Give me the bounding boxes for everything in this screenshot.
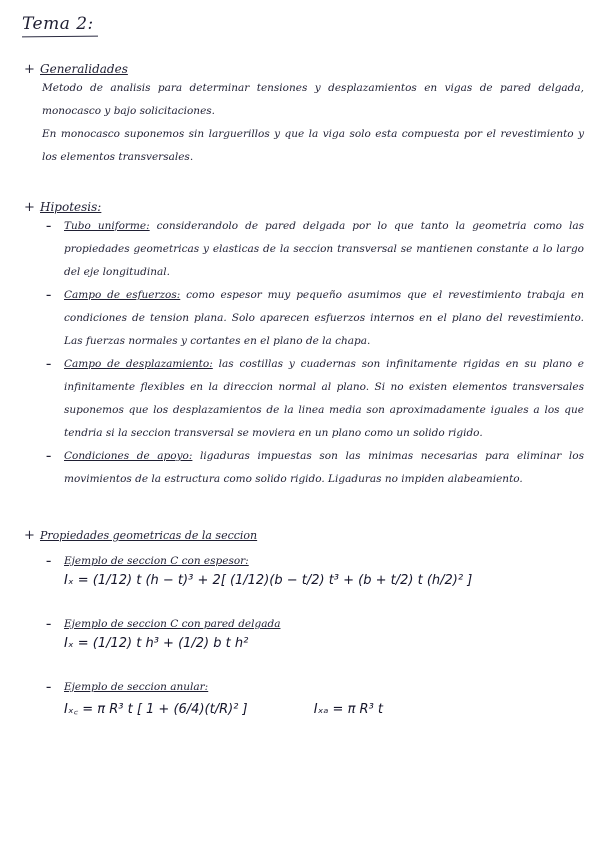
heading-text: Generalidades — [40, 62, 128, 76]
item-text: las costillas y cuadernas son infinitamente rigidas en su plano e infinitamente flexibles en la direccion normal al plano. Si no existen elementos transversales suponemos que los desplazamientos de la linea media son aproximadamente iguales a los que tendria si la seccion transversal se moviera en un plano como un solido rigido. — [64, 358, 585, 439]
hypothesis-item — [24, 284, 584, 353]
bullet-plus-icon: + — [24, 200, 35, 215]
example-label: Ejemplo de seccion C con espesor: — [64, 555, 249, 567]
section-heading — [24, 62, 584, 77]
formula: Iₓ꜀ = π R³ t [ 1 + (6/4)(t/R)² ] — [64, 702, 248, 717]
formula: Iₓ = (1/12) t h³ + (1/2) b t h² — [64, 636, 249, 651]
formula-row — [64, 699, 584, 717]
section-heading — [24, 200, 584, 215]
heading-text: Propiedades geometricas de la seccion — [40, 529, 258, 542]
dash-bullet-icon: – — [46, 450, 52, 462]
example-block — [24, 555, 584, 588]
example-label: Ejemplo de seccion C con pared delgada — [64, 618, 281, 630]
formula: Iₓ = (1/12) t (h − t)³ + 2[ (1/12)(b − t/2) t³ + (b + t/2) t (h/2)² ] — [64, 573, 473, 588]
item-lead: Campo de desplazamiento: — [64, 358, 213, 370]
dash-bullet-icon: – — [46, 289, 52, 301]
page-title: Tema 2: — [22, 14, 94, 34]
example-label: Ejemplo de seccion anular: — [64, 681, 209, 693]
hypothesis-item — [24, 445, 584, 491]
example-block — [24, 681, 584, 717]
heading-text: Hipotesis: — [40, 200, 102, 214]
item-text: ligaduras impuestas son las minimas necesarias para eliminar los movimientos de la estructura como solido rigido. Ligaduras no impiden alabeamiento. — [64, 450, 585, 485]
title-underline — [22, 36, 98, 38]
dash-bullet-icon: – — [46, 681, 52, 693]
item-lead: Campo de esfuerzos: — [64, 289, 181, 301]
paragraph: En monocasco suponemos sin larguerillos y que la viga solo esta compuesta por el revestimiento y los elementos transversales. — [42, 128, 584, 163]
section-generalidades — [24, 62, 584, 169]
item-lead: Condiciones de apoyo: — [64, 450, 193, 462]
dash-bullet-icon: – — [46, 220, 52, 232]
dash-bullet-icon: – — [46, 358, 52, 370]
hypothesis-item — [24, 353, 584, 445]
item-text: considerandolo de pared delgada por lo que tanto la geometria como las propiedades geometricas y elasticas de la seccion transversal se mantienen constante a lo largo del eje longitudinal. — [64, 220, 584, 278]
dash-bullet-icon: – — [46, 555, 52, 567]
hypothesis-item — [24, 215, 584, 284]
section-hipotesis — [24, 200, 584, 491]
bullet-plus-icon: + — [24, 62, 35, 77]
formula-secondary: Iₓₐ = π R³ t — [313, 702, 384, 717]
section-heading — [24, 528, 584, 543]
example-block — [24, 618, 584, 651]
item-lead: Tubo uniforme: — [64, 220, 150, 232]
item-text: como espesor muy pequeño asumimos que el revestimiento trabaja en condiciones de tension plana. Solo aparecen esfuerzos internos en el plano del revestimiento. Las fuerzas normales y cortantes en el plano de la chapa. — [64, 289, 585, 347]
bullet-plus-icon: + — [24, 528, 35, 543]
section-propiedades — [24, 528, 584, 717]
dash-bullet-icon: – — [46, 618, 52, 630]
paragraph: Metodo de analisis para determinar tensiones y desplazamientos en vigas de pared delgada, monocasco y bajo solicitaciones. — [42, 82, 584, 117]
